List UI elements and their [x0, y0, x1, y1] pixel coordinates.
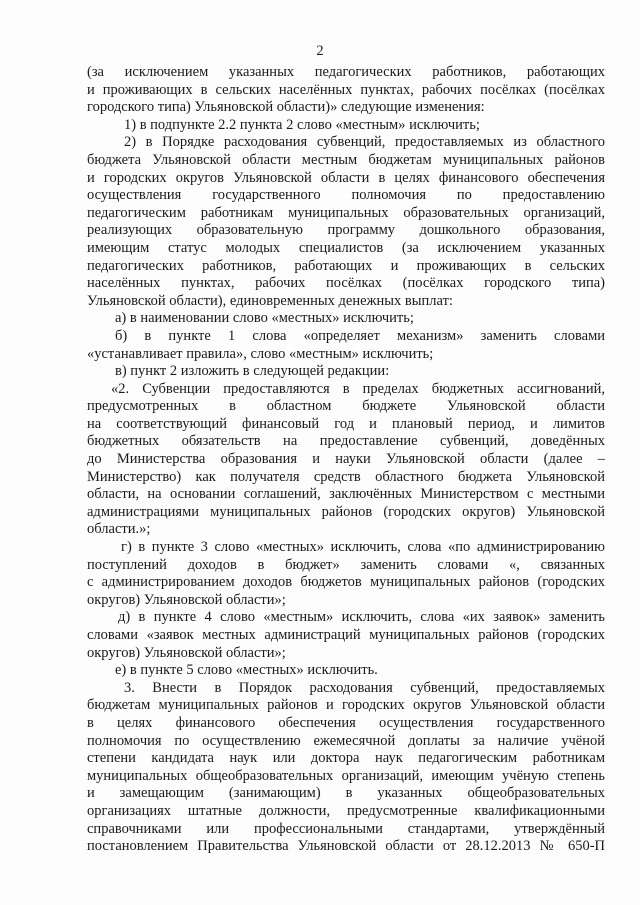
- text-line: словами «заявок местных администраций муниципальных районов (городских: [87, 627, 605, 643]
- text-line: справочниками или профессиональными стандартами, утверждённый: [87, 820, 605, 837]
- text-line: округов) Ульяновской области»;: [87, 591, 286, 608]
- text-line: округов) Ульяновской области»;: [87, 644, 286, 661]
- text-line: д) в пункте 4 слово «местным» исключить, слова «их заявок» заменить: [118, 609, 605, 626]
- text-line: и городских округов Ульяновской области в целях финансового обеспечения: [87, 169, 605, 186]
- text-line: администрациями муниципальных районов (городских округов) Ульяновской: [87, 503, 605, 520]
- text-line: населённых пунктах, рабочих посёлках (посёлках городского типа): [87, 275, 605, 292]
- text-line: бюджетам муниципальных районов и городских округов Ульяновской области: [87, 697, 605, 714]
- text-line: степени кандидата наук или доктора наук педагогическим работникам: [87, 750, 605, 767]
- text-line: (за исключением указанных педагогических работников, работающих: [87, 64, 605, 80]
- text-line: в целях финансового обеспечения осуществления государственного: [87, 714, 605, 731]
- text-line: до Министерства образования и науки Ульяновской области (далее –: [87, 451, 605, 468]
- text-line: бюджета Ульяновской области местным бюджетам муниципальных районов: [87, 151, 605, 168]
- text-line: и замещающим (занимающим) в указанных общеобразовательных: [87, 785, 605, 802]
- text-line: 1) в подпункте 2.2 пункта 2 слово «местным» исключить;: [124, 116, 480, 133]
- text-line: имеющим статус молодых специалистов (за исключением указанных: [87, 239, 605, 256]
- text-line: педагогических работников, работающих и проживающих в сельских: [87, 257, 605, 274]
- text-line: 2) в Порядке расходования субвенций, предоставляемых из областного: [124, 134, 605, 151]
- text-line: б) в пункте 1 слова «определяет механизм» заменить словами: [115, 327, 605, 344]
- text-line: и проживающих в сельских населённых пунктах, рабочих посёлках (посёлках: [87, 81, 605, 98]
- text-line: городского типа) Ульяновской области)» следующие изменения:: [87, 99, 485, 116]
- text-line: а) в наименовании слово «местных» исключить;: [115, 310, 414, 327]
- text-line: области.»;: [87, 521, 151, 538]
- text-line: полномочия по осуществлению ежемесячной доплаты за наличие учёной: [87, 732, 605, 749]
- text-line: осуществления государственного полномочия по предоставлению: [87, 187, 605, 204]
- text-line: муниципальных общеобразовательных организаций, имеющим учёную степень: [87, 767, 605, 784]
- text-line: постановлением Правительства Ульяновской области от 28.12.2013 № 650-П: [87, 838, 605, 855]
- text-line: 3. Внести в Порядок расходования субвенций, предоставляемых: [124, 679, 605, 696]
- text-line: предусмотренных в областном бюджете Ульяновской области: [87, 398, 605, 415]
- text-line: Ульяновской области), единовременных денежных выплат:: [87, 292, 453, 309]
- text-line: поступлений доходов в бюджет» заменить словами «, связанных: [87, 556, 605, 573]
- page-number: 2: [316, 43, 324, 59]
- text-line: организациях штатные должности, предусмотренные квалификационными: [87, 802, 605, 819]
- document-body: [87, 64, 605, 856]
- text-line: с администрированием доходов бюджетов муниципальных районов (городских: [87, 574, 605, 591]
- text-line: педагогическим работникам муниципальных образовательных организаций,: [87, 204, 605, 221]
- text-line: на соответствующий финансовый год и плановый период, и лимитов: [87, 415, 605, 432]
- text-line: г) в пункте 3 слово «местных» исключить, слова «по администрированию: [121, 539, 605, 556]
- text-line: е) в пункте 5 слово «местных» исключить.: [115, 662, 378, 679]
- text-line: «2. Субвенции предоставляются в пределах бюджетных ассигнований,: [111, 380, 605, 397]
- text-line: реализующих образовательную программу дошкольного образования,: [87, 222, 605, 239]
- text-line: «устанавливает правила», слово «местным» исключить;: [87, 345, 434, 362]
- text-line: области, на основании соглашений, заключённых Министерством с местными: [87, 486, 605, 503]
- text-line: бюджетных обязательств на предоставление субвенций, доведённых: [87, 433, 605, 450]
- text-line: в) пункт 2 изложить в следующей редакции:: [115, 363, 390, 380]
- text-line: Министерство) как получателя средств областного бюджета Ульяновской: [87, 468, 605, 485]
